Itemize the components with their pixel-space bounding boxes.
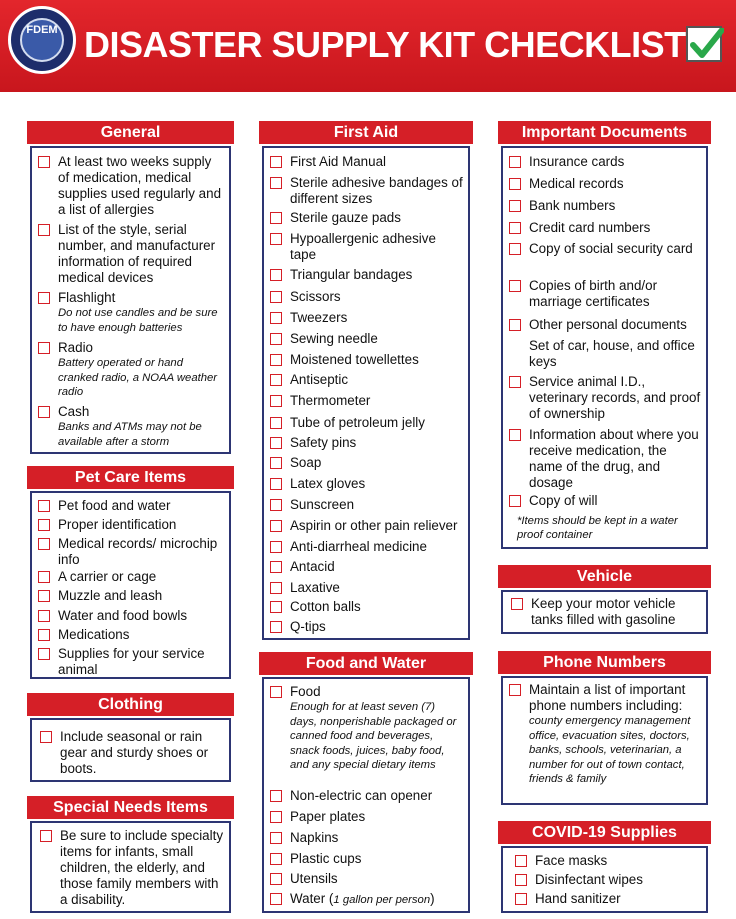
checklist-item[interactable]: Sterile gauze pads bbox=[290, 210, 464, 226]
checkbox[interactable] bbox=[509, 200, 521, 212]
section-title: Pet Care Items bbox=[27, 466, 234, 489]
checklist-item[interactable]: Copy of will bbox=[529, 493, 702, 509]
section-body bbox=[262, 146, 470, 640]
checklist-item[interactable]: Hypoallergenic adhesive tape bbox=[290, 231, 464, 263]
section-title: Phone Numbers bbox=[498, 651, 711, 674]
checkbox[interactable] bbox=[270, 621, 282, 633]
checkbox[interactable] bbox=[509, 495, 521, 507]
checkbox[interactable] bbox=[509, 429, 521, 441]
section-body bbox=[30, 821, 231, 913]
checkbox[interactable] bbox=[270, 233, 282, 245]
checklist-item[interactable]: Service animal I.D., veterinary records, and proof of ownership bbox=[529, 374, 702, 422]
section-first-aid bbox=[259, 121, 473, 640]
checkbox[interactable] bbox=[270, 478, 282, 490]
checklist-item[interactable]: A carrier or cage bbox=[58, 569, 225, 585]
checkbox[interactable] bbox=[270, 499, 282, 511]
checklist-item[interactable]: Maintain a list of important phone numbers including: county emergency management office, evacuation sites, doctors, banks, schools, veterinarian, a number for out of town contact, friends & family bbox=[529, 682, 702, 787]
checklist-item[interactable]: Sewing needle bbox=[290, 331, 464, 347]
checkbox[interactable] bbox=[270, 832, 282, 844]
checkbox[interactable] bbox=[38, 500, 50, 512]
checklist-item[interactable]: At least two weeks supply of medication, medical supplies used regularly and a list of allergies bbox=[58, 154, 225, 218]
checkbox[interactable] bbox=[270, 212, 282, 224]
section-important-documents bbox=[498, 121, 711, 549]
checkbox[interactable] bbox=[270, 417, 282, 429]
checklist-item[interactable]: List of the style, serial number, and manufacturer information of required medical devices bbox=[58, 222, 225, 286]
checkbox[interactable] bbox=[270, 686, 282, 698]
checklist-item[interactable]: Cotton balls bbox=[290, 599, 464, 615]
checklist-item[interactable]: Supplies for your service animal bbox=[58, 646, 225, 678]
checkbox[interactable] bbox=[270, 541, 282, 553]
checklist-item[interactable]: Sunscreen bbox=[290, 497, 464, 513]
checklist-item[interactable]: Paper plates bbox=[290, 809, 464, 825]
checklist-item[interactable]: Tweezers bbox=[290, 310, 464, 326]
checklist-item[interactable]: Hand sanitizer bbox=[535, 891, 702, 907]
checkbox[interactable] bbox=[270, 354, 282, 366]
section-title: General bbox=[27, 121, 234, 144]
checkbox[interactable] bbox=[270, 312, 282, 324]
checkbox[interactable] bbox=[270, 269, 282, 281]
checklist-item[interactable]: Safety pins bbox=[290, 435, 464, 451]
checkbox[interactable] bbox=[270, 437, 282, 449]
checklist-item[interactable]: Tube of petroleum jelly bbox=[290, 415, 464, 431]
section-covid-supplies bbox=[498, 821, 711, 913]
checklist-item[interactable]: Muzzle and leash bbox=[58, 588, 225, 604]
checklist-item[interactable]: Napkins bbox=[290, 830, 464, 846]
section-body bbox=[501, 146, 708, 549]
checkbox[interactable] bbox=[38, 292, 50, 304]
checklist-item[interactable]: Laxative bbox=[290, 580, 464, 596]
checkbox[interactable] bbox=[270, 333, 282, 345]
checklist-item[interactable]: Aspirin or other pain reliever bbox=[290, 518, 464, 534]
section-title: COVID-19 Supplies bbox=[498, 821, 711, 844]
checkbox[interactable] bbox=[509, 376, 521, 388]
checklist-item[interactable]: Medical records bbox=[529, 176, 702, 192]
section-body bbox=[30, 146, 231, 454]
checkbox[interactable] bbox=[38, 629, 50, 641]
checkbox[interactable] bbox=[38, 610, 50, 622]
checkbox[interactable] bbox=[270, 582, 282, 594]
checklist-item[interactable]: Latex gloves bbox=[290, 476, 464, 492]
section-body bbox=[501, 676, 708, 805]
section-body bbox=[262, 677, 470, 913]
checkbox[interactable] bbox=[270, 177, 282, 189]
checklist-item[interactable]: Flashlight Do not use candles and be sure to have enough batteries bbox=[58, 290, 225, 335]
checklist-item[interactable]: Antacid bbox=[290, 559, 464, 575]
checklist-item[interactable]: Moistened towellettes bbox=[290, 352, 464, 368]
checklist-item[interactable]: Q-tips bbox=[290, 619, 464, 635]
checklist-item[interactable]: Insurance cards bbox=[529, 154, 702, 170]
checklist-item[interactable]: Soap bbox=[290, 455, 464, 471]
checkbox[interactable] bbox=[270, 893, 282, 905]
checkbox[interactable] bbox=[270, 561, 282, 573]
checkbox[interactable] bbox=[38, 519, 50, 531]
checkbox[interactable] bbox=[38, 156, 50, 168]
checklist-item[interactable]: Thermometer bbox=[290, 393, 464, 409]
checklist-item[interactable]: Triangular bandages bbox=[290, 267, 464, 283]
checklist-item[interactable]: Plastic cups bbox=[290, 851, 464, 867]
checkbox[interactable] bbox=[515, 874, 527, 886]
page-title: DISASTER SUPPLY KIT CHECKLIST bbox=[84, 24, 686, 65]
checklist-item[interactable]: First Aid Manual bbox=[290, 154, 464, 170]
checkbox[interactable] bbox=[515, 855, 527, 867]
checkbox[interactable] bbox=[509, 280, 521, 292]
checkbox[interactable] bbox=[270, 395, 282, 407]
checklist-item[interactable]: Proper identification bbox=[58, 517, 225, 533]
checklist-item[interactable]: Disinfectant wipes bbox=[535, 872, 702, 888]
checkbox[interactable] bbox=[515, 893, 527, 905]
section-title: Food and Water bbox=[259, 652, 473, 675]
checkbox[interactable] bbox=[38, 224, 50, 236]
section-body bbox=[501, 846, 708, 913]
checkbox[interactable] bbox=[270, 601, 282, 613]
checkbox[interactable] bbox=[509, 156, 521, 168]
checklist-item[interactable]: Non-electric can opener bbox=[290, 788, 464, 804]
checklist-item[interactable]: Water and food bowls bbox=[58, 608, 225, 624]
section-clothing bbox=[27, 693, 234, 782]
checklist-item[interactable]: Other personal documents bbox=[529, 317, 702, 333]
checklist-item[interactable]: Scissors bbox=[290, 289, 464, 305]
checklist-item[interactable]: Utensils bbox=[290, 871, 464, 887]
checklist-item[interactable]: Radio Battery operated or hand cranked radio, a NOAA weather radio bbox=[58, 340, 225, 400]
checkbox[interactable] bbox=[40, 830, 52, 842]
section-body bbox=[30, 718, 231, 782]
checkbox[interactable] bbox=[38, 590, 50, 602]
keys-item: Set of car, house, and office keys bbox=[529, 338, 695, 369]
section-vehicle bbox=[498, 565, 711, 634]
checklist-item[interactable]: Keep your motor vehicle tanks filled with gasoline bbox=[531, 596, 702, 628]
checklist-item[interactable]: Face masks bbox=[535, 853, 702, 869]
section-body bbox=[30, 491, 231, 679]
section-title: Clothing bbox=[27, 693, 234, 716]
checkbox[interactable] bbox=[509, 222, 521, 234]
waterproof-note: *Items should be kept in a water proof container bbox=[517, 515, 678, 541]
checkbox[interactable] bbox=[270, 156, 282, 168]
checkbox[interactable] bbox=[40, 731, 52, 743]
section-phone-numbers bbox=[498, 651, 711, 805]
checklist-item[interactable]: Antiseptic bbox=[290, 372, 464, 388]
checklist-item[interactable]: Credit card numbers bbox=[529, 220, 702, 236]
section-title: First Aid bbox=[259, 121, 473, 144]
checkbox[interactable] bbox=[509, 178, 521, 190]
section-title: Important Documents bbox=[498, 121, 711, 144]
section-title: Vehicle bbox=[498, 565, 711, 588]
checkbox[interactable] bbox=[270, 374, 282, 386]
checkbox[interactable] bbox=[270, 790, 282, 802]
checkbox[interactable] bbox=[38, 342, 50, 354]
checklist-item[interactable]: Copy of social security card bbox=[529, 241, 702, 257]
checklist-item[interactable]: Pet food and water bbox=[58, 498, 225, 514]
seal-abbreviation: FDEM bbox=[26, 24, 58, 36]
section-title: Special Needs Items bbox=[27, 796, 234, 819]
checklist-item[interactable]: Copies of birth and/or marriage certificates bbox=[529, 278, 702, 310]
section-general bbox=[27, 121, 234, 454]
checklist-item[interactable]: Sterile adhesive bandages of different sizes bbox=[290, 175, 464, 207]
header-banner bbox=[0, 0, 736, 92]
checklist-item[interactable]: Include seasonal or rain gear and sturdy shoes or boots. bbox=[60, 729, 225, 777]
checklist-item[interactable]: Anti-diarrheal medicine bbox=[290, 539, 464, 555]
section-food-water bbox=[259, 652, 473, 913]
section-body bbox=[501, 590, 708, 634]
checkbox[interactable] bbox=[511, 598, 523, 610]
checkbox[interactable] bbox=[38, 538, 50, 550]
checklist-item[interactable]: Bank numbers bbox=[529, 198, 702, 214]
checklist-item[interactable]: Be sure to include specialty items for infants, small children, the elderly, and those family members with a disability. bbox=[60, 828, 225, 908]
section-pet-care bbox=[27, 466, 234, 679]
checkbox[interactable] bbox=[38, 571, 50, 583]
fdem-seal-logo bbox=[8, 6, 76, 74]
checkbox[interactable] bbox=[270, 520, 282, 532]
checklist-item[interactable]: Cash Banks and ATMs may not be available after a storm bbox=[58, 404, 225, 449]
checkbox[interactable] bbox=[270, 457, 282, 469]
checkbox[interactable] bbox=[509, 243, 521, 255]
section-special-needs bbox=[27, 796, 234, 913]
checklist-item[interactable]: Medical records/ microchip info bbox=[58, 536, 225, 568]
checklist-item[interactable]: Water (1 gallon per person) bbox=[290, 891, 464, 908]
checkbox[interactable] bbox=[509, 319, 521, 331]
checkbox[interactable] bbox=[270, 853, 282, 865]
checkbox[interactable] bbox=[270, 873, 282, 885]
checklist-item[interactable]: Food Enough for at least seven (7) days, nonperishable packaged or canned food and beverages, snack foods, juices, baby food, and any special dietary items bbox=[290, 684, 464, 773]
checkbox[interactable] bbox=[38, 648, 50, 660]
checklist-item[interactable]: Medications bbox=[58, 627, 225, 643]
checkbox[interactable] bbox=[270, 291, 282, 303]
checkbox[interactable] bbox=[270, 811, 282, 823]
checkmark-icon bbox=[686, 26, 722, 62]
checkbox[interactable] bbox=[509, 684, 521, 696]
checklist-item[interactable]: Information about where you receive medication, the name of the drug, and dosage bbox=[529, 427, 702, 491]
checkbox[interactable] bbox=[38, 406, 50, 418]
